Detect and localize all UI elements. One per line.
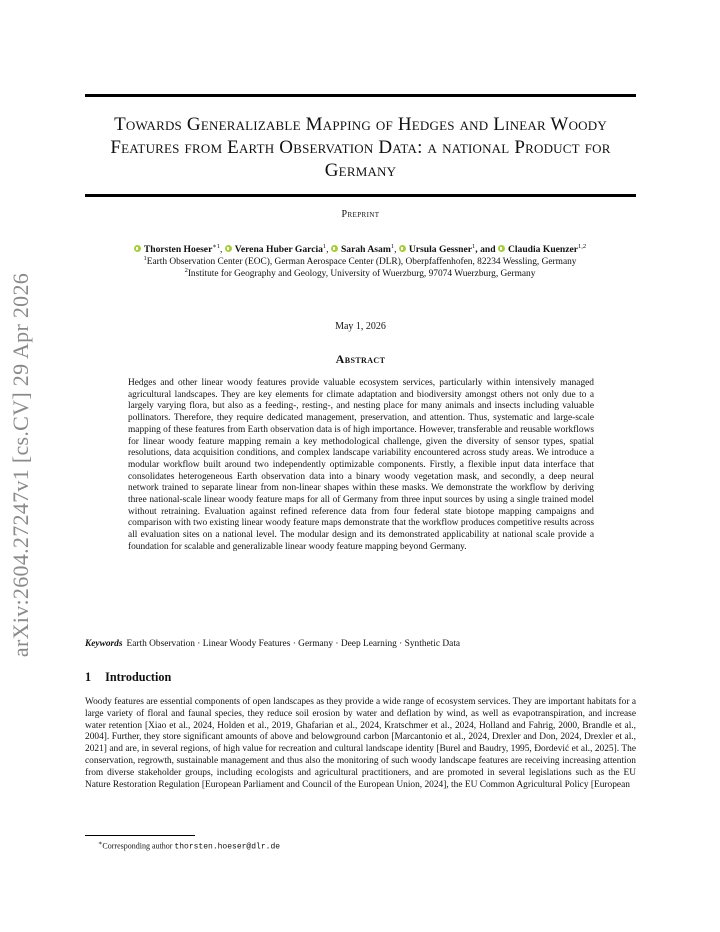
arxiv-identifier[interactable]: arXiv:2604.27247v1 [cs.CV] 29 Apr 2026 — [8, 272, 33, 658]
author-name: Verena Huber Garcia — [234, 244, 323, 256]
introduction-paragraph: Woody features are essential components of open landscapes as they provide a wide range of ecosystem services. They are important habitats for a large variety of floral and faunal species, they reduce soil erosion by water and deflation by wind, as well as evapotranspiration, and increase water retention [Xiao et al., 2024, Holden et al., 2019, Ghafarian et al., 2024, Kratschmer et al., 2024, Holland and Fahrig, 2000, Brandle et al., 2004]. Further, they store significant amounts of above and belowground carbon [Marcantonio et al., 2024, Drexler and Don, 2024, Drexler et al., 2021] and are, in several regions, of high value for recreation and cultural landscape identity [Burel and Baudry, 1995, Đordević et al., 2025]. The conservation, regrowth, sustainable management and thus also the monitoring of such woody landscape features are receiving increasing attention from diverse stakeholder groups, including ecologists and agricultural practitioners, and are promoted in several legislations such as the EU Nature Restoration Regulation [European Parliament and Council of the European Union, 2024], the EU Common Agricultural Policy [European — [85, 697, 636, 790]
author-affiliation-mark: 1 — [322, 243, 327, 250]
author-affiliation-mark: 1,2 — [578, 243, 587, 250]
affiliation-text: Institute for Geography and Geology, University of Wuerzburg, 97074 Wuerzburg, Germany — [187, 269, 536, 280]
footnote — [98, 839, 280, 852]
author-name: Ursula Gessner — [408, 244, 473, 256]
publication-date: May 1, 2026 — [335, 321, 386, 332]
section-number: 1 — [85, 670, 92, 684]
author-separator: , — [326, 244, 331, 256]
author-separator: , — [220, 244, 225, 256]
title-rule-top — [85, 94, 636, 97]
author-affiliation-mark: ∗1 — [212, 243, 220, 250]
keywords-list: Earth Observation · Linear Woody Features · Germany · Deep Learning · Synthetic Data — [126, 639, 461, 649]
affiliation-text: Earth Observation Center (EOC), German Aerospace Center (DLR), Oberpfaffenhofen, 82234 Wessling, Germany — [146, 257, 577, 268]
author-name: Thorsten Hoeser — [143, 244, 213, 256]
affiliation-mark: 1 — [143, 255, 147, 262]
author-separator: , and — [475, 244, 498, 256]
affiliation-2 — [60, 265, 660, 280]
author-separator: , — [394, 244, 399, 256]
section-title: Introduction — [105, 670, 172, 684]
keywords-label: Keywords — [85, 639, 123, 649]
orcid-icon[interactable] — [225, 245, 232, 252]
affiliation-mark: 2 — [184, 267, 188, 274]
footnote-label: Corresponding author — [102, 841, 175, 851]
author-name: Claudia Kuenzer — [507, 244, 579, 256]
paper-title: Towards Generalizable Mapping of Hedges and Linear Woody Features from Earth Observation Data: a national Product for Germany — [110, 114, 611, 181]
orcid-icon[interactable] — [134, 245, 141, 252]
footnote-rule — [85, 835, 195, 836]
orcid-icon[interactable] — [498, 245, 505, 252]
title-rule-bottom — [85, 194, 636, 197]
preprint-label: Preprint — [341, 209, 380, 220]
footnote-mark: ∗ — [98, 840, 103, 847]
corresponding-email-link[interactable]: thorsten.hoeser@dlr.de — [174, 842, 281, 852]
abstract-text: Hedges and other linear woody features provide valuable ecosystem services, particularly within intensively managed agricultural landscapes. They are key elements for climate adaptation and biodiversity amongst others not only due to a largely varying flora, but also as a feeding-, resting-, and nesting place for many animals and insects including valuable pollinators. Therefore, they require dedicated management, preservation, and attention. Thus, systematic and large-scale mapping of these features from Earth observation data is of high importance. However, transferable and reusable workflows for linear woody feature mapping remain a key methodological challenge, given the diversity of sensor types, spatial resolutions, data acquisition conditions, and complex landscape variability encountered across study areas. We introduce a modular workflow built around two independently optimizable components. Firstly, a flexible input data interface that consolidates heterogeneous Earth observation data into a binary woody vegetation mask, and secondly, a deep neural network trained to separate linear from non-linear shapes within these masks. We demonstrate the workflow by deriving three national-scale linear woody feature maps for all of Germany from three input sources by using a single trained model without retraining. Evaluation against refined reference data from four federal state biotope mapping campaigns and comparison with two existing linear woody feature maps demonstrate that the workflow produces competitive results across all evaluation sites on a national level. The modular design and its demonstrated applicability at national scale provide a foundation for scalable and generalizable linear woody feature mapping beyond Germany. — [128, 378, 594, 552]
author-affiliation-mark: 1 — [390, 243, 395, 250]
orcid-icon[interactable] — [399, 245, 406, 252]
author-name: Sarah Asam — [340, 244, 391, 256]
keywords-line — [85, 639, 645, 649]
section-heading — [85, 670, 171, 685]
abstract-heading: Abstract — [335, 352, 386, 366]
orcid-icon[interactable] — [331, 245, 338, 252]
author-affiliation-mark: 1 — [472, 243, 476, 250]
